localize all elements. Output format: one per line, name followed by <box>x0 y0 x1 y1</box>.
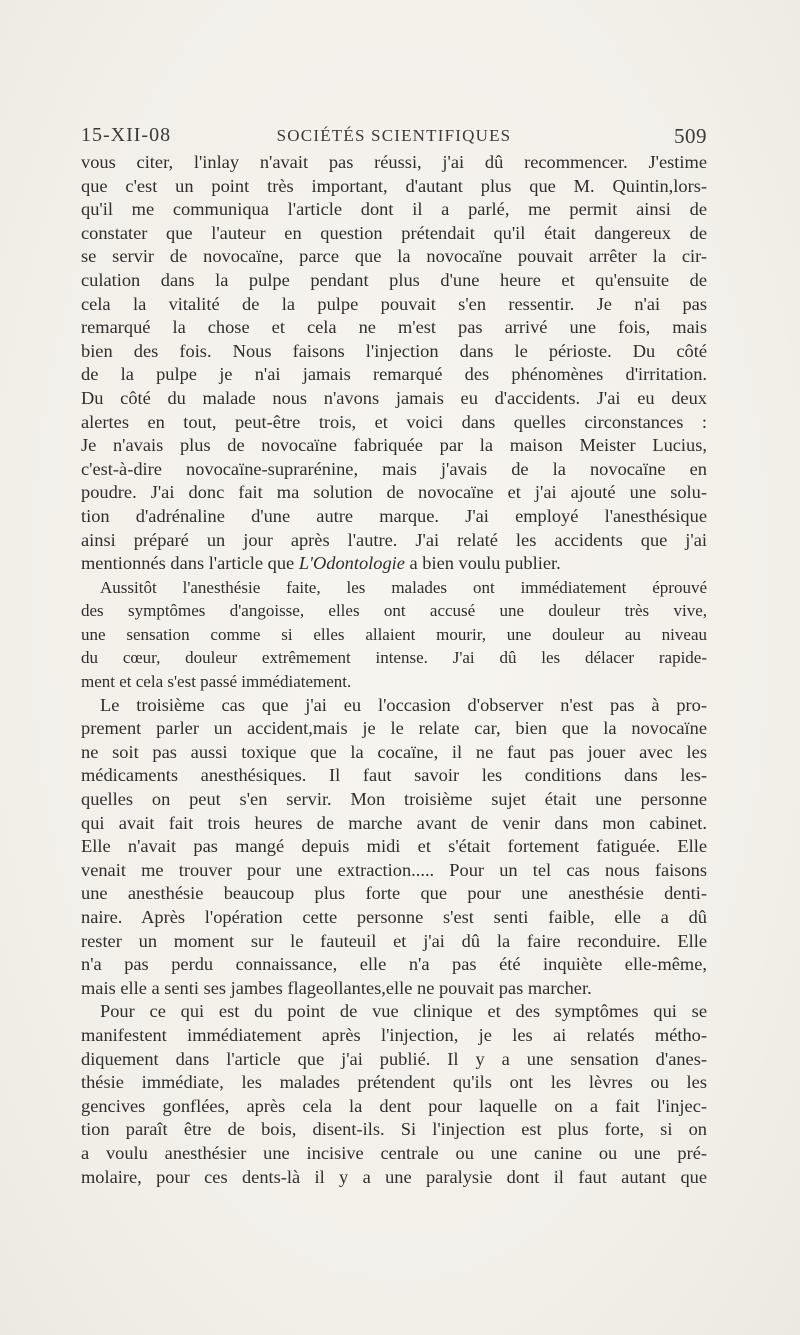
text-line: quelles on peut s'en servir. Mon troisième sujet était une personne <box>81 789 707 810</box>
text-line: ment et cela s'est passé immédiatement. <box>81 672 352 692</box>
text-line: Aussitôt l'anesthésie faite, les malades ont immédiatement éprouvé <box>100 577 707 597</box>
text-line: c'est-à-dire novocaïne-suprarénine, mais j'avais de la novocaïne en <box>81 458 707 479</box>
body-text <box>81 151 707 1189</box>
page-number: 509 <box>674 124 707 148</box>
text-line: culation dans la pulpe pendant plus d'une heure et qu'ensuite de <box>81 269 707 290</box>
text-line: tion paraît être de bois, disent-ils. Si l'injection est plus forte, si on <box>81 1119 707 1140</box>
text-line: tion d'adrénaline d'une autre marque. J'ai employé l'anesthésique <box>81 505 707 526</box>
text-line: gencives gonflées, après cela la dent pour laquelle on a fait l'injec- <box>81 1095 707 1116</box>
text-line: molaire, pour ces dents-là il y a une paralysie dont il faut autant que <box>81 1166 707 1187</box>
text-line: Du côté du malade nous n'avons jamais eu d'accidents. J'ai eu deux <box>81 387 707 408</box>
header-date: 15-XII-08 <box>81 124 172 146</box>
text-line: Pour ce qui est du point de vue clinique et des symptômes qui se <box>100 1001 707 1022</box>
text-line: mais elle a senti ses jambes flageollantes,elle ne pouvait pas marcher. <box>81 977 592 998</box>
text-line: thésie immédiate, les malades prétendent qu'ils ont les lèvres ou les <box>81 1072 707 1093</box>
text-line: Elle n'avait pas mangé depuis midi et s'était fortement fatiguée. Elle <box>81 836 707 857</box>
text-line: a voulu anesthésier une incisive centrale ou une canine ou une pré- <box>81 1142 707 1163</box>
text-line: n'a pas perdu connaissance, elle n'a pas été inquiète elle-même, <box>81 954 707 975</box>
header-section-title: SOCIÉTÉS SCIENTIFIQUES <box>276 126 512 145</box>
text-line: remarqué la chose et cela ne m'est pas arrivé une fois, mais <box>81 317 707 338</box>
text-line: qui avait fait trois heures de marche avant de venir dans mon cabinet. <box>81 812 707 833</box>
text-line: manifestent immédiatement après l'injection, je les ai relatés métho- <box>81 1024 707 1045</box>
text-line: une anesthésie beaucoup plus forte que pour une anesthésie denti- <box>81 883 707 904</box>
text-line: se servir de novocaïne, parce que la novocaïne pouvait arrêter la cir- <box>81 246 707 267</box>
text-line: mentionnés dans l'article que L'Odontologie a bien voulu publier. <box>81 553 561 574</box>
text-line: diquement dans l'article que j'ai publié. Il y a une sensation d'anes- <box>81 1048 707 1069</box>
text-line: naire. Après l'opération cette personne s'est senti faible, elle a dû <box>81 907 707 927</box>
running-header <box>81 124 707 152</box>
text-line: des symptômes d'angoisse, elles ont accusé une douleur très vive, <box>81 601 707 621</box>
text-line: alertes en tout, peut-être trois, et voici dans quelles circonstances : <box>81 411 707 432</box>
text-line: du cœur, douleur extrêmement intense. J'ai dû les délacer rapide- <box>81 648 707 668</box>
text-line: de la pulpe je n'ai jamais remarqué des phénomènes d'irritation. <box>81 364 707 385</box>
text-line: qu'il me communiqua l'article dont il a parlé, me permit ainsi de <box>81 199 707 220</box>
text-line: ne soit pas aussi toxique que la cocaïne, il ne faut pas jouer avec les <box>81 741 707 762</box>
text-line: venait me trouver pour une extraction..... Pour un tel cas nous faisons <box>81 859 707 880</box>
text-line: constater que l'auteur en question prétendait qu'il était dangereux de <box>81 222 707 243</box>
text-line: que c'est un point très important, d'autant plus que M. Quintin,lors- <box>81 175 707 196</box>
text-line: cela la vitalité de la pulpe pouvait s'en ressentir. Je n'ai pas <box>81 293 707 314</box>
text-line: poudre. J'ai donc fait ma solution de novocaïne et j'ai ajouté une solu- <box>81 482 707 503</box>
text-line: bien des fois. Nous faisons l'injection dans le périoste. Du côté <box>81 340 707 361</box>
text-line: vous citer, l'inlay n'avait pas réussi, j'ai dû recommencer. J'estime <box>81 152 707 172</box>
text-line: ainsi préparé un jour après l'autre. J'ai relaté les accidents que j'ai <box>81 529 707 550</box>
journal-title: L'Odontologie <box>298 553 405 574</box>
text-line: prement parler un accident,mais je le relate car, bien que la novocaïne <box>81 718 707 739</box>
text-line: une sensation comme si elles allaient mourir, une douleur au niveau <box>81 624 707 644</box>
text-line: médicaments anesthésiques. Il faut savoir les conditions dans les- <box>81 765 707 786</box>
text-line: Je n'avais plus de novocaïne fabriquée par la maison Meister Lucius, <box>81 435 707 456</box>
text-line: rester un moment sur le fauteuil et j'ai dû la faire reconduire. Elle <box>81 930 707 951</box>
text-line: Le troisième cas que j'ai eu l'occasion d'observer n'est pas à pro- <box>100 694 707 715</box>
